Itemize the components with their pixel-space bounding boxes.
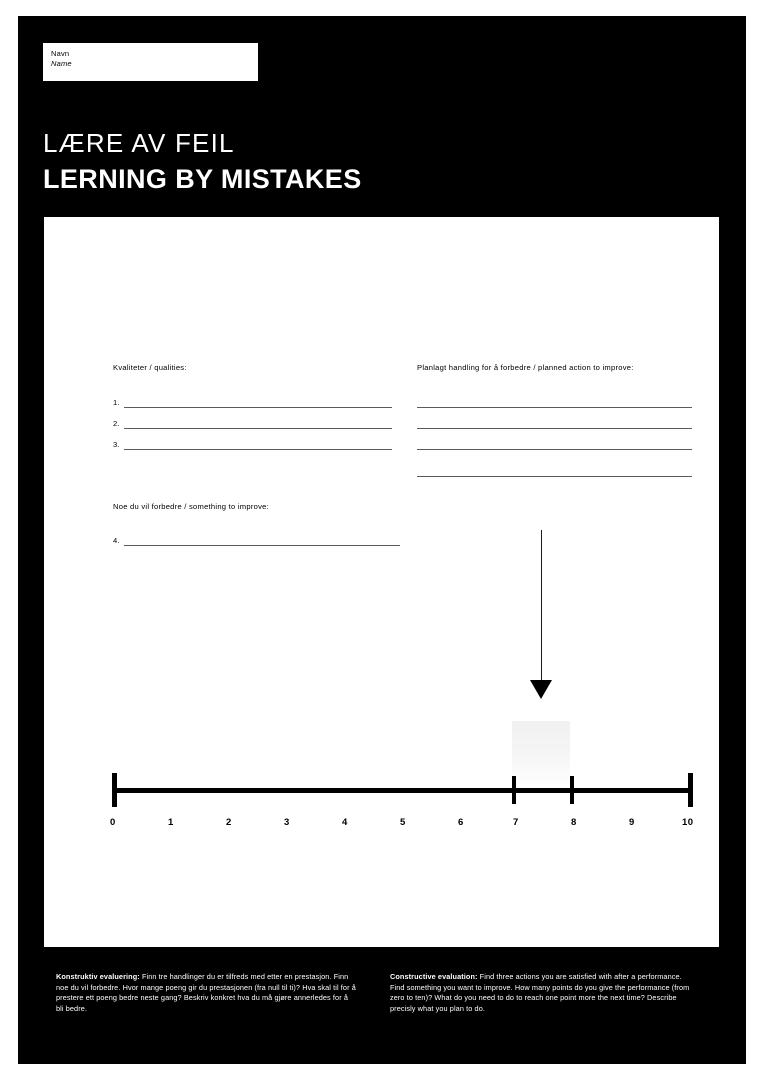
name-label-en: Name [51,59,72,68]
scale-number-0: 0 [110,817,116,828]
scale-number-10: 10 [682,817,694,828]
planned-input-2[interactable] [417,428,692,429]
score-marker-block [512,721,570,791]
footer-no-body: Finn tre handlinger du er tilfreds med etter en prestasjon. Finn noe du vil forbedre. Hvor mange poeng gir du prestasjonen (fra null til ti)? Hva skal til for å prestere ett poeng bedre neste gang? Beskriv konkret hva du må gjøre annerledes for å bli bedre. [56,972,356,1013]
planned-action-label: Planlagt handling for å forbedre / planned action to improve: [417,363,634,372]
planned-input-1[interactable] [417,407,692,408]
planned-input-3[interactable] [417,449,692,450]
scale-number-4: 4 [342,817,348,828]
name-field-box[interactable] [43,43,258,81]
qualities-label: Kvaliteter / qualities: [113,363,187,372]
scale-number-2: 2 [226,817,232,828]
scale-end-tick-right [688,773,693,807]
footer-text-english [390,972,690,1014]
qualities-number-2: 2. [113,419,120,428]
scale-number-6: 6 [458,817,464,828]
qualities-number-1: 1. [113,398,120,407]
arrow-head-icon [530,680,552,699]
scale-axis [112,788,693,793]
improve-input-4[interactable] [124,545,400,546]
black-sheet [18,16,746,1064]
scale-number-9: 9 [629,817,635,828]
scale-number-5: 5 [400,817,406,828]
title-english: LERNING BY MISTAKES [43,164,362,194]
scale-number-3: 3 [284,817,290,828]
planned-input-4[interactable] [417,476,692,477]
scale-tick-8 [570,776,574,804]
footer-no-heading: Konstruktiv evaluering: [56,972,140,981]
improve-label: Noe du vil forbedre / something to improve: [113,502,269,511]
arrow-stem [541,530,542,682]
improve-number-4: 4. [113,536,120,545]
qualities-number-3: 3. [113,440,120,449]
footer-text-norwegian [56,972,356,1014]
title-norwegian: LÆRE AV FEIL [43,128,235,158]
footer-en-body: Find three actions you are satisfied with after a performance. Find something you want to improve. How many points do you give the performance (from zero to ten)? What do you need to do to reach one point more the next time? Describe precisly what you plan to do. [390,972,690,1013]
worksheet-panel [44,217,719,947]
scale-tick-7 [512,776,516,804]
scale-number-1: 1 [168,817,174,828]
name-label-no: Navn [51,49,70,58]
scale-end-tick-left [112,773,117,807]
qualities-input-3[interactable] [124,449,392,450]
scale-number-7: 7 [513,817,519,828]
footer-en-heading: Constructive evaluation: [390,972,478,981]
scale-number-8: 8 [571,817,577,828]
qualities-input-1[interactable] [124,407,392,408]
qualities-input-2[interactable] [124,428,392,429]
